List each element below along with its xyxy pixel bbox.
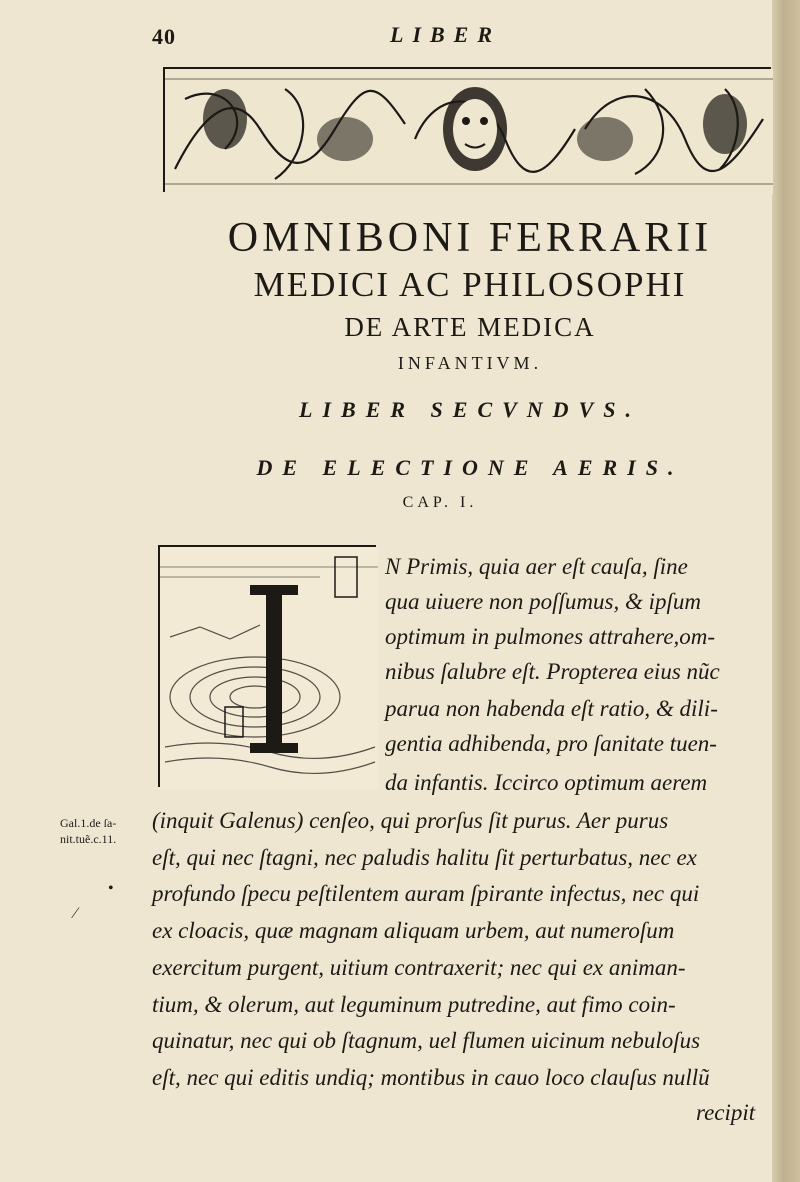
text-line: gentia adhibenda, pro ſanitate tuen- bbox=[385, 731, 717, 756]
text-line: optimum in pulmones attrahere,om- bbox=[385, 624, 716, 649]
text-line: (inquit Galenus) cenſeo, qui prorſus ſit purus. Aer purus bbox=[152, 808, 669, 833]
catchword: recipit bbox=[696, 1100, 756, 1125]
chapter-number: CAP. I. bbox=[402, 494, 478, 511]
title-subject: INFANTIVM. bbox=[397, 353, 543, 373]
text-line: N Primis, quia aer eſt cauſa, ſine bbox=[385, 554, 688, 579]
text-line: quinatur, nec qui ob ſtagnum, uel flumen uicinum nebuloſus bbox=[152, 1028, 701, 1053]
chapter-title: DE ELECTIONE AERIS. bbox=[256, 455, 684, 480]
page-number: 40 bbox=[152, 24, 176, 49]
text-line: eſt, qui nec ſtagni, nec paludis halitu ſit perturbatus, nec ex bbox=[152, 845, 697, 870]
text-line: da infantis. Iccirco optimum aerem bbox=[385, 770, 708, 795]
initial-woodcut-illustration bbox=[160, 547, 378, 789]
text-line: qua uiuere non poſſumus, & ipſum bbox=[385, 589, 702, 614]
text-line: tium, & olerum, aut leguminum putredine, aut fimo coin- bbox=[152, 992, 676, 1017]
page-gutter bbox=[772, 0, 800, 1182]
text-line: nibus ſalubre eſt. Propterea eius nũc bbox=[385, 659, 720, 684]
ornament-illustration bbox=[165, 69, 773, 194]
title-profession: MEDICI AC PHILOSOPHI bbox=[253, 265, 687, 304]
text-line: parua non habenda eſt ratio, & dili- bbox=[385, 696, 718, 721]
margin-note-line1: Gal.1.de ſa- bbox=[60, 816, 117, 830]
text-line: eſt, nec qui editis undiq; montibus in cauo loco clauſus nullũ bbox=[152, 1065, 710, 1090]
margin-mark: • bbox=[108, 880, 114, 897]
running-head: LIBER bbox=[390, 22, 502, 47]
text-line: ex cloacis, quæ magnam aliquam urbem, aut numeroſum bbox=[152, 918, 675, 943]
title-work: DE ARTE MEDICA bbox=[344, 312, 596, 342]
text-line: profundo ſpecu peſtilentem auram ſpirante infectus, nec qui bbox=[152, 881, 700, 906]
woodcut-header-ornament bbox=[163, 67, 771, 192]
title-author: OMNIBONI FERRARII bbox=[227, 215, 713, 261]
margin-note-line2: nit.tuẽ.c.11. bbox=[60, 832, 117, 846]
margin-stroke: ⁄ bbox=[74, 905, 77, 922]
book-heading: LIBER SECVNDVS. bbox=[299, 397, 641, 422]
text-line: exercitum purgent, uitium contraxerit; nec qui ex animan- bbox=[152, 955, 686, 980]
decorated-initial bbox=[158, 545, 376, 787]
